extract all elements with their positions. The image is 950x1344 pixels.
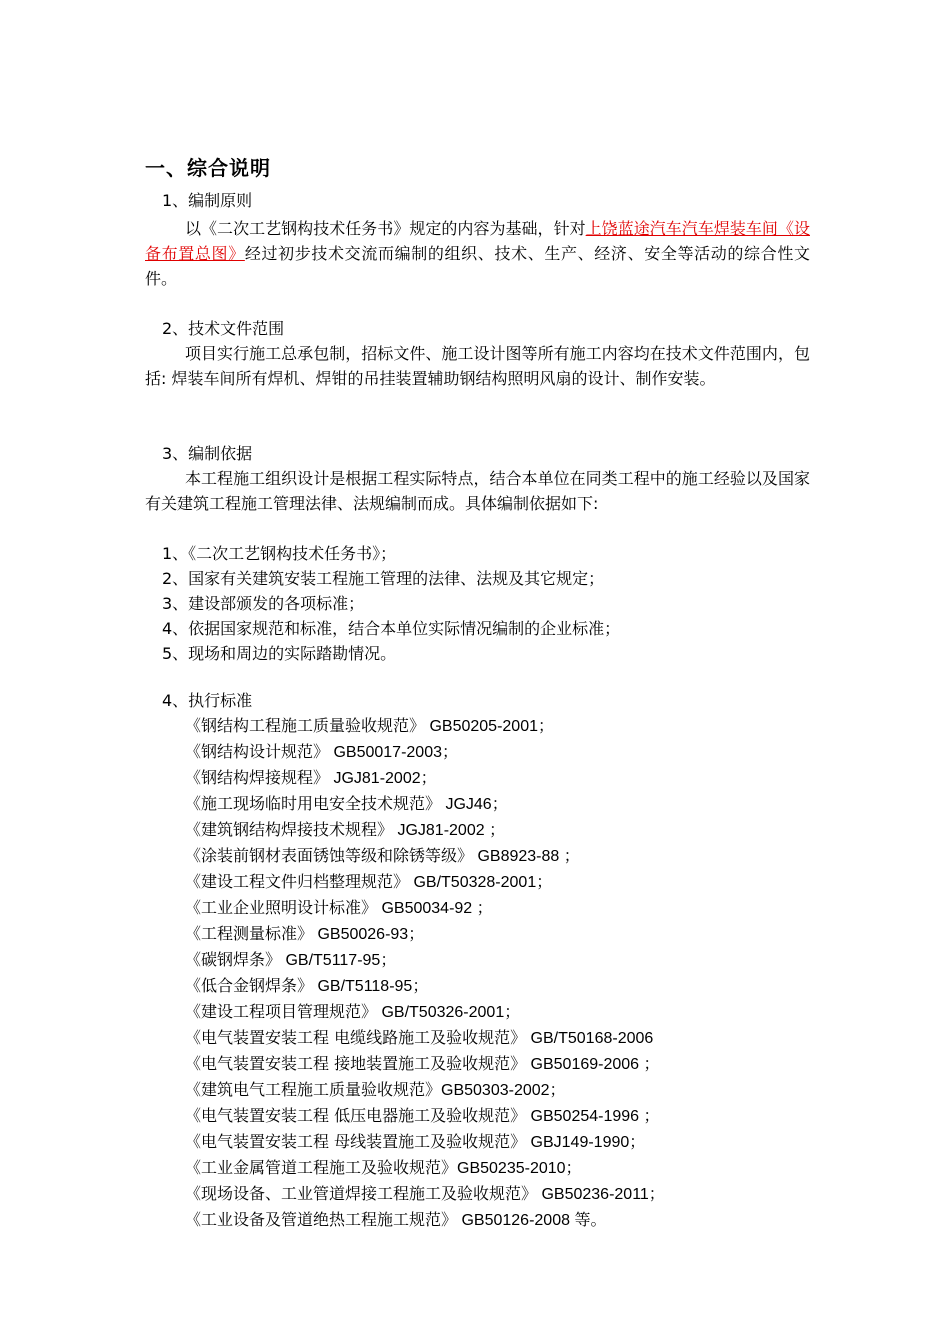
standard-code: GB50017-2003；: [329, 744, 458, 761]
basis-paragraph: 本工程施工组织设计是根据工程实际特点，结合本单位在同类工程中的施工经验以及国家有关建筑工程施工管理法律、法规编制而成。具体编制依据如下:: [145, 469, 810, 513]
standard-name: 《建设工程文件归档整理规范》: [185, 872, 410, 891]
standard-name: 《钢结构工程施工质量验收规范》: [185, 716, 426, 735]
standards-title: 4、执行标准: [162, 691, 253, 710]
standard-code: GB/T50328-2001；: [409, 874, 553, 891]
standard-item: [185, 973, 665, 999]
standard-name: 《工业设备及管道绝热工程施工规范》: [185, 1210, 458, 1229]
standard-code: GB/T5118-95；: [313, 978, 429, 995]
standard-name: 《工程测量标准》: [185, 924, 314, 943]
standard-name: 《钢结构设计规范》: [185, 742, 330, 761]
principle-text-suffix: 经过初步技术交流而编制的组织、技术、生产、经济、安全等活动的综合性文件。: [145, 244, 810, 288]
standard-name: 《工业金属管道工程施工及验收规范》: [185, 1158, 458, 1177]
standard-code: GB/T50168-2006: [526, 1030, 654, 1047]
standard-item: [185, 765, 665, 791]
standard-item: [185, 1129, 665, 1155]
principle-text-prefix: 以《二次工艺钢构技术任务书》规定的内容为基础，针对: [185, 219, 586, 238]
standard-item: [185, 1077, 665, 1103]
scope-title: 2、技术文件范围: [162, 319, 285, 338]
principle-paragraph: [145, 216, 810, 291]
standard-code: GB50236-2011；: [537, 1186, 665, 1203]
standard-item: [185, 713, 665, 739]
standard-item: [185, 999, 665, 1025]
list-item: 4、依据国家规范和标准，结合本单位实际情况编制的企业标准；: [162, 619, 621, 638]
basis-title: 3、编制依据: [162, 444, 253, 463]
list-item: 5、现场和周边的实际踏勘情况。: [162, 644, 397, 663]
standard-name: 《施工现场临时用电安全技术规范》: [185, 794, 442, 813]
standard-name: 《低合金钢焊条》: [185, 976, 314, 995]
principle-title: 1、编制原则: [162, 191, 253, 210]
standard-code: JGJ46；: [441, 796, 508, 813]
standard-item: [185, 869, 665, 895]
standard-code: GB50254-1996 ；: [526, 1108, 660, 1125]
standard-item: [185, 791, 665, 817]
standard-item: [185, 1181, 665, 1207]
standard-code: GB50235-2010；: [457, 1160, 582, 1177]
standard-code: GB/T50326-2001；: [377, 1004, 521, 1021]
standard-item: [185, 1207, 665, 1233]
standard-name: 《电气装置安装工程 电缆线路施工及验收规范》: [185, 1028, 527, 1047]
standard-name: 《电气装置安装工程 母线装置施工及验收规范》: [185, 1132, 527, 1151]
standard-code: GB50034-92 ；: [377, 900, 493, 917]
standard-code: GB50205-2001；: [425, 718, 554, 735]
scope-paragraph: 项目实行施工总承包制，招标文件、施工设计图等所有施工内容均在技术文件范围内，包括: 焊装车间所有焊机、焊钳的吊挂装置辅助钢结构照明风扇的设计、制作安装。: [145, 344, 810, 388]
standard-item: [185, 1051, 665, 1077]
standard-item: [185, 739, 665, 765]
standard-code: GB50126-2008 等。: [457, 1212, 607, 1229]
standard-code: JGJ81-2002；: [329, 770, 437, 787]
standard-name: 《电气装置安装工程 接地装置施工及验收规范》: [185, 1054, 527, 1073]
standard-name: 《建设工程项目管理规范》: [185, 1002, 378, 1021]
standards-list: [185, 713, 665, 1233]
standard-name: 《建筑钢结构焊接技术规程》: [185, 820, 394, 839]
standard-code: GB50026-93；: [313, 926, 425, 943]
list-item: 1、《二次工艺钢构技术任务书》；: [162, 544, 397, 563]
standard-code: GB50303-2002；: [441, 1082, 566, 1099]
standard-item: [185, 1155, 665, 1181]
standard-code: GBJ149-1990；: [526, 1134, 646, 1151]
standard-item: [185, 843, 665, 869]
section-heading: 一、综合说明: [145, 156, 271, 180]
list-item: 2、国家有关建筑安装工程施工管理的法律、法规及其它规定；: [162, 569, 605, 588]
standard-item: [185, 895, 665, 921]
standard-item: [185, 1103, 665, 1129]
standard-name: 《现场设备、工业管道焊接工程施工及验收规范》: [185, 1184, 538, 1203]
standard-item: [185, 817, 665, 843]
standard-item: [185, 921, 665, 947]
standard-name: 《碳钢焊条》: [185, 950, 282, 969]
standard-code: GB50169-2006 ；: [526, 1056, 660, 1073]
standard-code: JGJ81-2002 ；: [393, 822, 506, 839]
standard-name: 《工业企业照明设计标准》: [185, 898, 378, 917]
list-item: 3、建设部颁发的各项标准；: [162, 594, 365, 613]
standard-name: 《钢结构焊接规程》: [185, 768, 330, 787]
standard-item: [185, 947, 665, 973]
standard-name: 《涂装前钢材表面锈蚀等级和除锈等级》: [185, 846, 474, 865]
standard-item: [185, 1025, 665, 1051]
project-reference-link: 上饶蓝途汽车汽车焊装车间《设备布置总图》: [145, 219, 810, 263]
standard-code: GB/T5117-95；: [281, 952, 397, 969]
standard-name: 《建筑电气工程施工质量验收规范》: [185, 1080, 442, 1099]
basis-list: [162, 541, 620, 666]
standard-code: GB8923-88 ；: [473, 848, 580, 865]
standard-name: 《电气装置安装工程 低压电器施工及验收规范》: [185, 1106, 527, 1125]
